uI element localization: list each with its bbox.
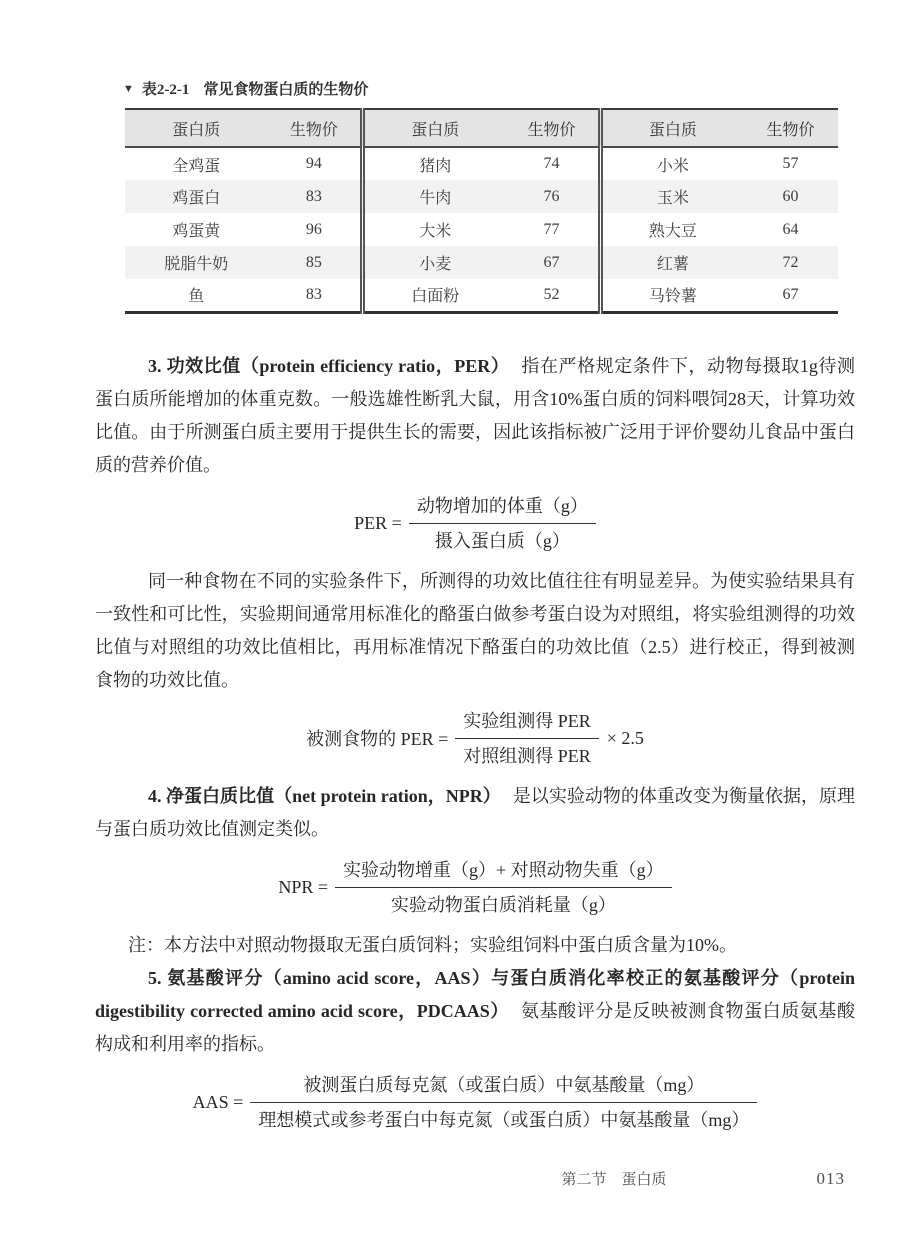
formula-per <box>95 494 855 553</box>
protein-name-cell: 熟大豆 <box>600 213 743 246</box>
formula-per-corrected-fraction <box>455 709 599 768</box>
bio-value-cell: 96 <box>305 220 322 238</box>
column-header-protein: 蛋白质 <box>125 109 268 147</box>
table-row <box>125 147 838 180</box>
protein-name-cell: 白面粉 <box>363 279 506 312</box>
bio-value-cell: 94 <box>305 155 322 172</box>
bio-value-cell: 77 <box>543 220 560 238</box>
bio-value-table <box>125 108 838 314</box>
formula-per-corrected-lhs: 被测食物的 PER = <box>306 729 449 749</box>
bio-value-cell: 67 <box>782 285 799 303</box>
protein-name-cell: 猪肉 <box>363 147 506 180</box>
table-body <box>125 147 838 312</box>
npr-term-lead: 4. 净蛋白质比值（net protein ration，NPR） <box>148 785 501 806</box>
table-caption-label: 表2-2-1 <box>141 82 190 98</box>
table-caption <box>123 78 855 99</box>
formula-per-corrected-suffix: × 2.5 <box>606 727 644 748</box>
bio-value-cell: 76 <box>505 180 600 213</box>
table-row <box>125 279 838 312</box>
table-row <box>125 180 838 213</box>
column-header-protein: 蛋白质 <box>363 109 506 147</box>
page-content <box>95 78 855 1144</box>
bio-value-cell: 67 <box>505 246 600 279</box>
bio-value-cell: 83 <box>305 285 322 303</box>
column-header-biovalue: 生物价 <box>743 109 838 147</box>
page-footer <box>95 1168 845 1189</box>
formula-aas-denominator: 理想模式或参考蛋白中每克氮（或蛋白质）中氨基酸量（mg） <box>258 1109 750 1130</box>
bio-value-cell: 72 <box>743 246 838 279</box>
paragraph-npr <box>95 780 855 846</box>
paragraph-per-discussion: 同一种食物在不同的实验条件下，所测得的功效比值往往有明显差异。为使实验结果具有一致性和可比性，实验期间通常用标准化的酪蛋白做参考蛋白设为对照组，将实验组测得的功效比值与对照组的功效比值相比，再用标准情况下酪蛋白的功效比值（2.5）进行校正，得到被测食物的功效比值。 <box>95 570 855 690</box>
aas-term-lead: 5. 氨基酸评分（amino acid score，AAS）与蛋白质消化率校正的氨基酸评分（protein digestibility corrected amino acid score，PDCAAS） <box>95 967 855 1021</box>
protein-name-cell: 小麦 <box>363 246 506 279</box>
formula-per-corrected <box>95 709 855 768</box>
table-header-row <box>125 109 838 147</box>
formula-per-corrected-numerator: 实验组测得 PER <box>455 709 599 739</box>
protein-name-cell: 小米 <box>600 147 743 180</box>
formula-per-numerator: 动物增加的体重（g） <box>409 494 596 524</box>
formula-aas <box>95 1073 855 1132</box>
formula-per-corrected-denominator: 对照组测得 PER <box>463 745 591 766</box>
bio-value-cell: 52 <box>543 285 560 303</box>
bio-value-cell: 64 <box>782 220 799 238</box>
protein-name-cell: 鱼 <box>188 288 205 306</box>
footer-page-number: 013 <box>816 1169 845 1188</box>
table-row <box>125 246 838 279</box>
formula-npr-numerator: 实验动物增重（g）+ 对照动物失重（g） <box>335 858 672 888</box>
paragraph-npr-note: 注：本方法中对照动物摄取无蛋白质饲料；实验组饲料中蛋白质含量为10%。 <box>128 934 737 955</box>
protein-name-cell: 大米 <box>363 213 506 246</box>
aas-term-body: 氨基酸评分是反映被测食物蛋白质氨基酸构成和利用率的指标。 <box>95 1000 856 1054</box>
per-term-lead: 3. 功效比值（protein efficiency ratio，PER） <box>148 355 510 376</box>
table-row <box>125 213 838 246</box>
formula-npr <box>95 858 855 917</box>
protein-name-cell: 红薯 <box>600 246 743 279</box>
bio-value-cell: 74 <box>543 155 560 172</box>
formula-per-lhs: PER = <box>354 512 402 533</box>
formula-npr-lhs: NPR = <box>278 876 328 897</box>
column-header-protein: 蛋白质 <box>600 109 743 147</box>
formula-aas-lhs: AAS = <box>192 1091 244 1112</box>
column-header-biovalue: 生物价 <box>505 109 600 147</box>
protein-name-cell: 鸡蛋黄 <box>172 223 221 240</box>
npr-term-body: 是以实验动物的体重改变为衡量依据，原理与蛋白质功效比值测定类似。 <box>95 785 856 839</box>
formula-aas-numerator: 被测蛋白质每克氮（或蛋白质）中氨基酸量（mg） <box>250 1073 757 1103</box>
bio-value-cell: 57 <box>782 155 799 172</box>
table-marker-icon: ▼ <box>123 82 134 95</box>
bio-value-cell: 60 <box>743 180 838 213</box>
formula-aas-fraction <box>250 1073 757 1132</box>
protein-name-cell: 鸡蛋白 <box>125 180 268 213</box>
protein-name-cell: 玉米 <box>600 180 743 213</box>
column-header-biovalue: 生物价 <box>268 109 363 147</box>
bio-value-cell: 85 <box>268 246 363 279</box>
per-term-body: 指在严格规定条件下，动物每摄取1g待测蛋白质所能增加的体重克数。一般选雄性断乳大鼠，用含10%蛋白质的饲料喂饲28天，计算功效比值。由于所测蛋白质主要用于提供生长的需要，因此该指标被广泛用于评价婴幼儿食品中蛋白质的营养价值。 <box>95 355 855 475</box>
bio-value-cell: 83 <box>268 180 363 213</box>
table-caption-title: 常见食物蛋白质的生物价 <box>203 82 369 98</box>
protein-name-cell: 脱脂牛奶 <box>125 246 268 279</box>
footer-section-label: 第二节 蛋白质 <box>561 1172 667 1188</box>
protein-name-cell: 马铃薯 <box>600 279 743 312</box>
formula-npr-fraction <box>335 858 672 917</box>
paragraph-aas <box>95 962 855 1061</box>
formula-per-denominator: 摄入蛋白质（g） <box>434 530 570 551</box>
protein-name-cell: 牛肉 <box>363 180 506 213</box>
paragraph-per <box>95 350 855 482</box>
protein-name-cell: 全鸡蛋 <box>172 157 221 175</box>
formula-npr-denominator: 实验动物蛋白质消耗量（g） <box>390 894 616 915</box>
formula-per-fraction <box>409 494 596 553</box>
